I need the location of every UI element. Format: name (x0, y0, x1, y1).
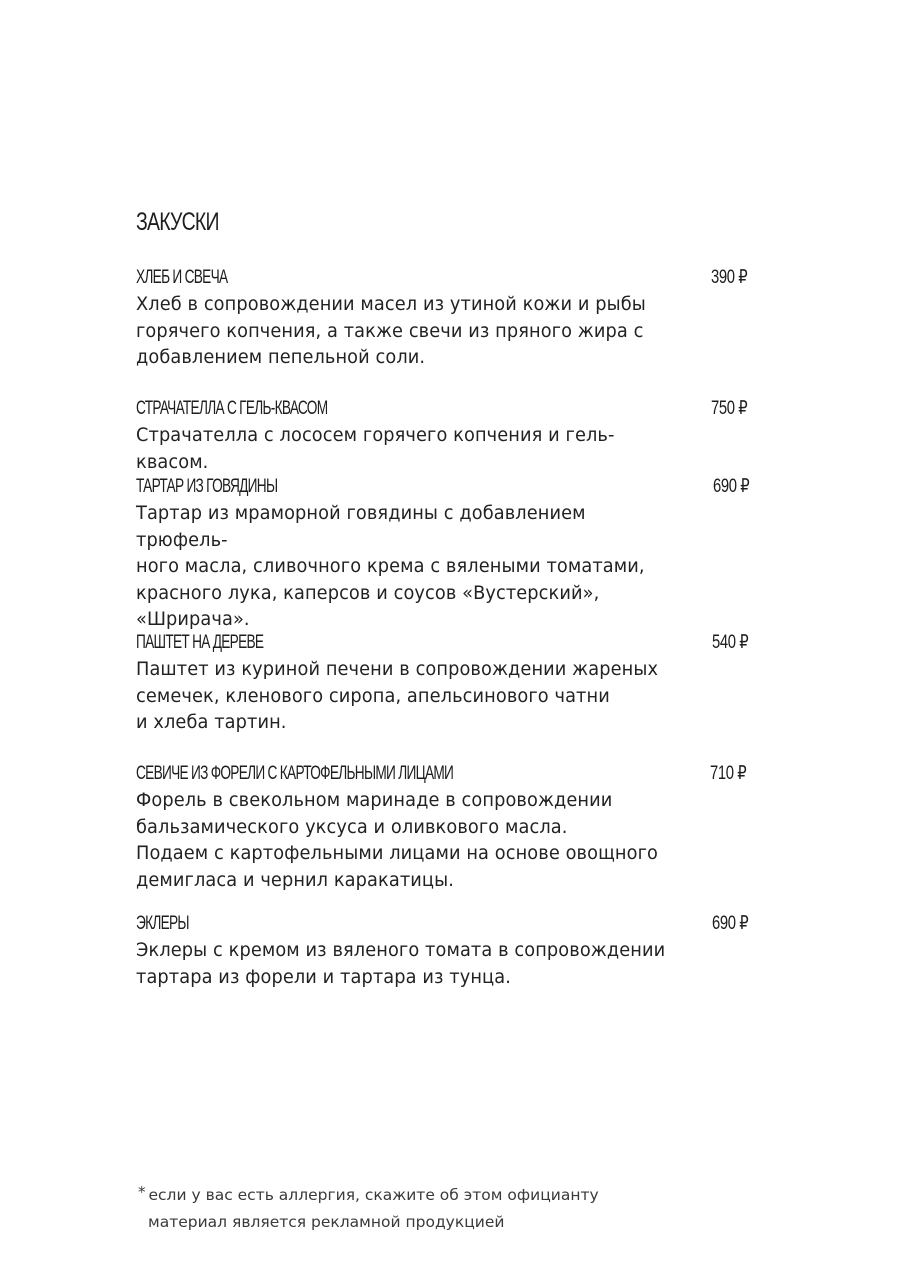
item-description (136, 938, 674, 991)
item-price: 390 ₽ (711, 267, 748, 288)
description-line: ного масла, сливочного крема с вялеными томатами, (136, 556, 645, 577)
menu-item (136, 475, 776, 634)
description-line: Форель в свекольном маринаде в сопровождении (136, 790, 613, 811)
description-line: горячего копчения, а также свечи из пряного жира с (136, 320, 644, 342)
item-description (136, 657, 674, 737)
menu-item (136, 266, 776, 372)
description-line: тартара из форели и тартара из тунца. (136, 966, 511, 988)
item-description (136, 501, 674, 634)
description-line: бальзамического уксуса и оливкового масла. (136, 816, 568, 838)
item-price: 690 ₽ (712, 913, 749, 934)
item-price: 540 ₽ (712, 632, 749, 653)
item-name: ТАРТАР ИЗ ГОВЯДИНЫ (136, 476, 278, 497)
description-line: «Шрирача». (136, 609, 250, 630)
description-line: Подаем с картофельными лицами на основе овощного (136, 843, 658, 864)
description-line: красного лука, каперсов и соусов «Вустерский», (136, 582, 600, 604)
item-price: 710 ₽ (710, 763, 747, 784)
description-line: и хлеба тартин. (136, 712, 287, 733)
menu-item (136, 397, 776, 476)
item-description (136, 292, 674, 372)
description-line: Страчателла с лососем горячего копчения и гель-квасом. (136, 425, 615, 473)
advertising-note: материал является рекламной продукцией (148, 1213, 505, 1231)
description-line: семечек, кленового сиропа, апельсинового чатни (136, 685, 610, 707)
allergy-note-text: если у вас есть аллергия, скажите об этом официанту (148, 1186, 599, 1204)
description-line: демигласа и чернил каракатицы. (136, 869, 454, 891)
item-description (136, 788, 674, 894)
menu-item (136, 762, 776, 894)
item-name: ПАШТЕТ НА ДЕРЕВЕ (136, 632, 264, 653)
footnote (138, 1182, 599, 1236)
description-line: Тартар из мраморной говядины с добавлением трюфель- (136, 503, 586, 551)
menu-item (136, 631, 776, 737)
menu-item (136, 912, 776, 991)
item-name: СТРАЧАТЕЛЛА С ГЕЛЬ-КВАСОМ (136, 398, 328, 419)
description-line: добавлением пепельной соли. (136, 347, 426, 368)
item-name: СЕВИЧЕ ИЗ ФОРЕЛИ С КАРТОФЕЛЬНЫМИ ЛИЦАМИ (136, 763, 454, 784)
description-line: Хлеб в сопровождении масел из утиной кожи и рыбы (136, 294, 646, 315)
allergy-note (138, 1182, 599, 1209)
item-name: ЭКЛЕРЫ (136, 913, 189, 934)
item-price: 690 ₽ (713, 476, 750, 497)
item-description (136, 423, 674, 476)
asterisk: * (138, 1183, 146, 1201)
item-name: ХЛЕБ И СВЕЧА (136, 267, 228, 288)
description-line: Паштет из куриной печени в сопровождении жареных (136, 659, 659, 680)
description-line: Эклеры с кремом из вяленого томата в сопровождении (136, 940, 666, 961)
item-price: 750 ₽ (711, 398, 748, 419)
section-title: ЗАКУСКИ (136, 208, 219, 236)
